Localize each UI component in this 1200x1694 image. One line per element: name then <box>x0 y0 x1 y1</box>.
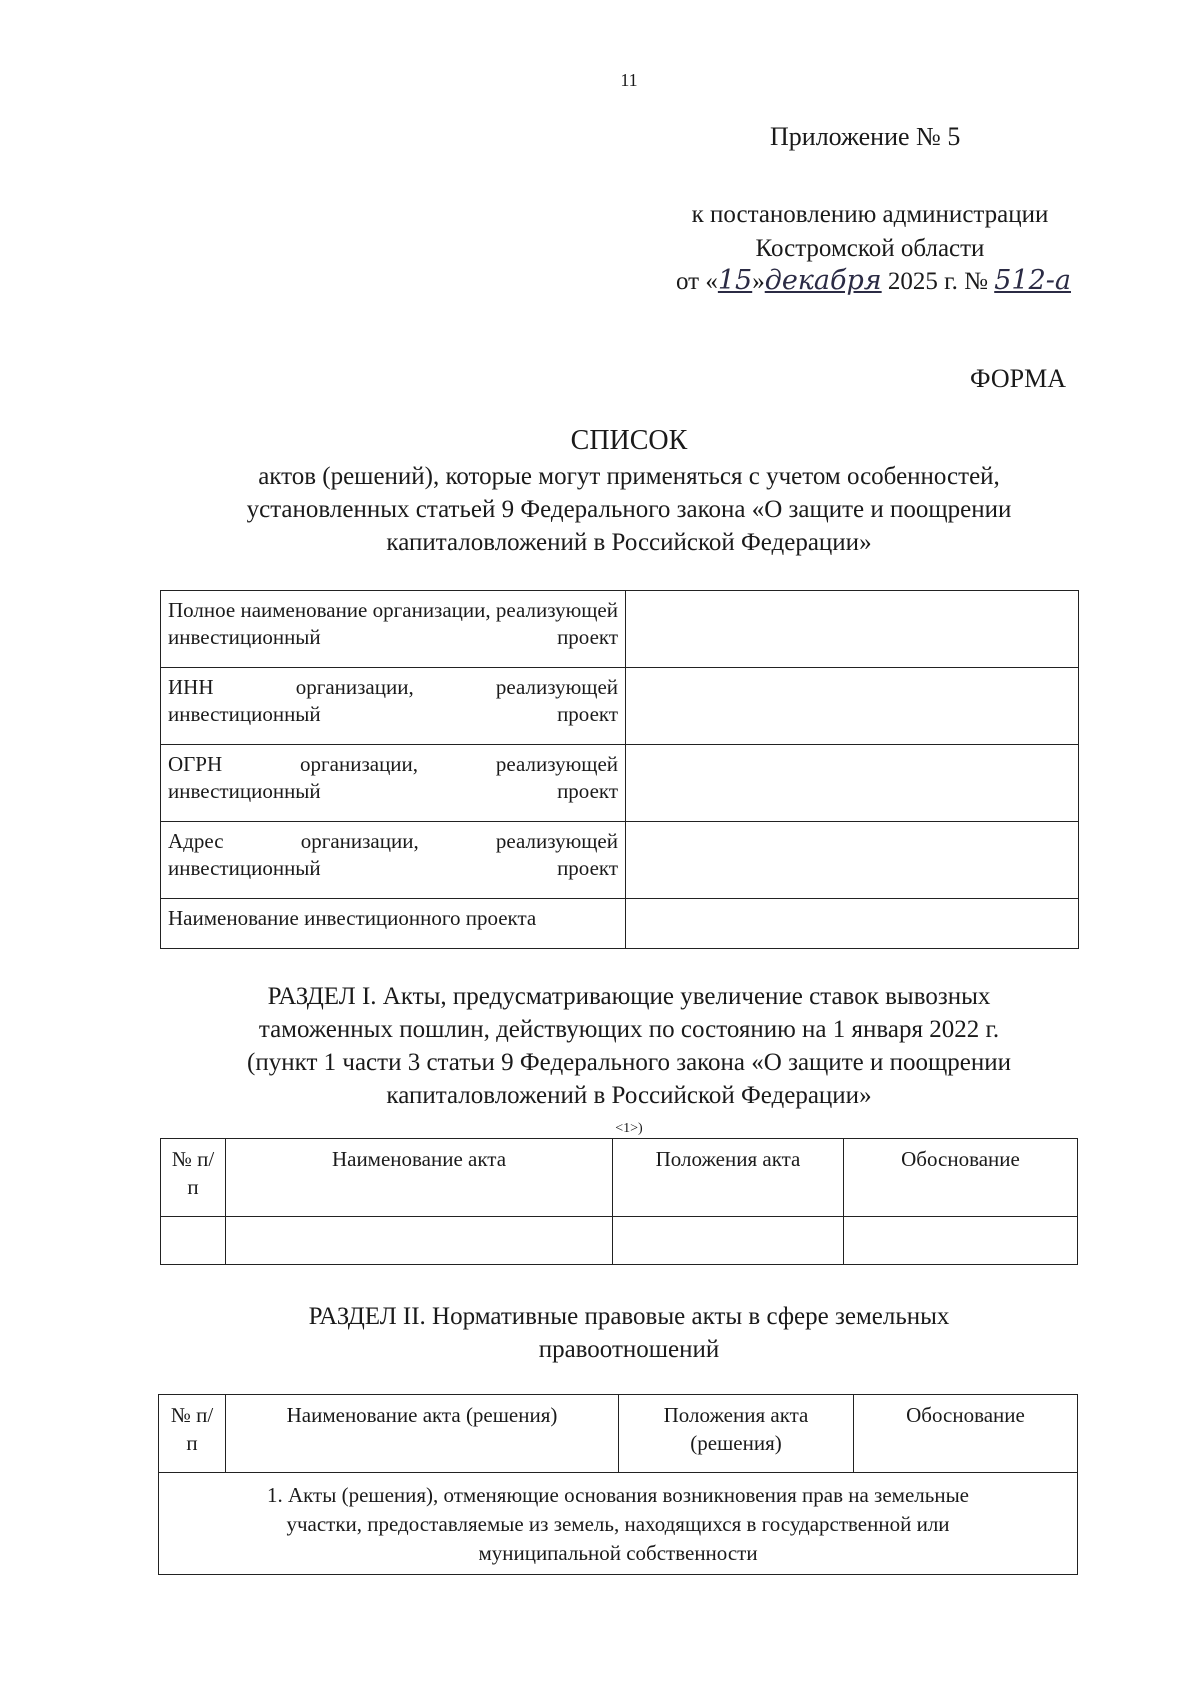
table-header-row <box>161 1139 1078 1217</box>
table-group-row <box>159 1473 1078 1575</box>
column-header-justification: Обоснование <box>844 1139 1078 1217</box>
section-2-line: РАЗДЕЛ II. Нормативные правовые акты в сфере земельных <box>308 1303 950 1330</box>
page-number: 11 <box>620 70 638 90</box>
decree-reference <box>660 198 1080 266</box>
handwritten-day: 15 <box>717 265 753 296</box>
info-value-field[interactable] <box>626 822 1079 899</box>
group-heading-line: участки, предоставляемые из земель, находящихся в государственной или <box>286 1512 950 1536</box>
form-label: ФОРМА <box>970 364 1066 393</box>
handwritten-number: 512-а <box>994 265 1071 296</box>
subtitle-line: установленных статьей 9 Федерального закона «О защите и поощрении <box>246 496 1012 523</box>
table-row <box>161 668 1079 745</box>
subtitle-line: капиталовложений в Российской Федерации» <box>386 529 872 556</box>
column-header-act-name: Наименование акта <box>226 1139 613 1217</box>
section-1-line: (пункт 1 части 3 статьи 9 Федерального закона «О защите и поощрении <box>247 1049 1011 1076</box>
info-value-field[interactable] <box>626 668 1079 745</box>
table-row <box>161 899 1079 949</box>
date-prefix: от « <box>676 268 718 295</box>
info-value-field[interactable] <box>626 745 1079 822</box>
section-2-table <box>158 1394 1078 1575</box>
subtitle-line: актов (решений), которые могут применяться с учетом особенностей, <box>258 463 1000 490</box>
table-row <box>161 822 1079 899</box>
column-header-provisions: Положения акта (решения) <box>619 1395 854 1473</box>
table-row <box>161 745 1079 822</box>
table-row <box>161 1217 1078 1265</box>
column-header-act-name: Наименование акта (решения) <box>226 1395 619 1473</box>
info-label: ИНН организации, реализующей инвестиционный проект <box>161 668 626 745</box>
info-label: ОГРН организации, реализующей инвестиционный проект <box>161 745 626 822</box>
group-heading-line: 1. Акты (решения), отменяющие основания возникновения прав на земельные <box>266 1483 970 1507</box>
appendix-label: Приложение № 5 <box>770 122 961 151</box>
info-value-field[interactable] <box>626 591 1079 668</box>
table-header-row <box>159 1395 1078 1473</box>
table-cell[interactable] <box>161 1217 226 1265</box>
decree-line-2: Костромской области <box>755 235 985 262</box>
section-2-heading <box>170 1300 1088 1366</box>
info-label: Полное наименование организации, реализующей инвестиционный проект <box>161 591 626 668</box>
info-label: Наименование инвестиционного проекта <box>161 899 626 949</box>
table-cell[interactable] <box>844 1217 1078 1265</box>
section-1-table <box>160 1138 1078 1265</box>
organization-info-table <box>160 590 1079 949</box>
table-cell[interactable] <box>613 1217 844 1265</box>
info-label: Адрес организации, реализующей инвестиционный проект <box>161 822 626 899</box>
document-subtitle <box>140 460 1118 559</box>
section-1-line: таможенных пошлин, действующих по состоянию на 1 января 2022 г. <box>258 1016 1000 1043</box>
section-2-line: правоотношений <box>538 1336 720 1363</box>
column-header-justification: Обоснование <box>854 1395 1078 1473</box>
table-row <box>161 591 1079 668</box>
group-heading <box>159 1473 1078 1575</box>
info-value-field[interactable] <box>626 899 1079 949</box>
decree-line-1: к постановлению администрации <box>691 201 1049 228</box>
document-title: СПИСОК <box>570 425 688 456</box>
date-mid: » <box>752 268 765 295</box>
date-year: 2025 г. № <box>881 268 995 295</box>
section-1-line: РАЗДЕЛ I. Акты, предусматривающие увеличение ставок вывозных <box>267 983 991 1010</box>
column-header-number: № п/п <box>159 1395 226 1473</box>
section-1-heading <box>170 980 1088 1150</box>
footnote-marker: <1>) <box>615 1121 643 1136</box>
decree-date-line <box>676 265 1071 296</box>
handwritten-month: декабря <box>764 265 882 296</box>
section-1-line-text: капиталовложений в Российской Федерации» <box>386 1082 872 1109</box>
column-header-provisions: Положения акта <box>613 1139 844 1217</box>
column-header-number: № п/п <box>161 1139 226 1217</box>
table-cell[interactable] <box>226 1217 613 1265</box>
group-heading-line: муниципальной собственности <box>478 1541 758 1565</box>
